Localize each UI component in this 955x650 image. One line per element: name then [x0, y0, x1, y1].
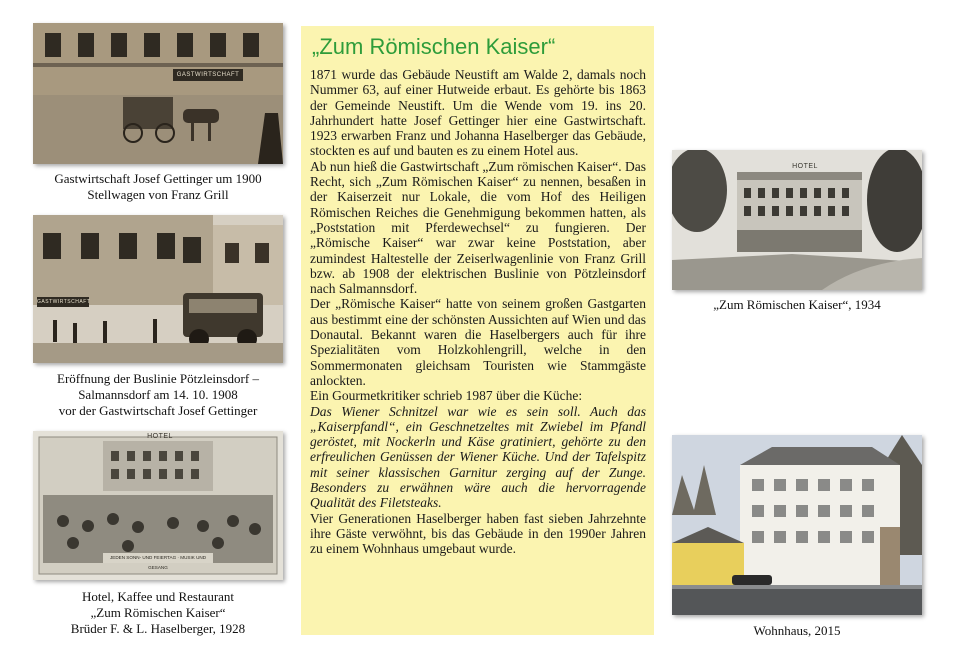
caption-line: Salmannsdorf am 14. 10. 1908: [78, 387, 238, 402]
caption-hotel-1934: [672, 297, 922, 313]
postcard-caption: JEDEN SONN- UND FEIERTAG · MUSIK UND GESANG: [109, 555, 207, 570]
caption-line: „Zum Römischen Kaiser“: [90, 605, 226, 620]
critic-quote: Das Wiener Schnitzel war wie es sein soll. Auch das „Kaiserpfandl“, ein Geschnetzeltes mit Zwiebel im Pfandl geröstet, mit Nockerln und Käse gratiniert, gehörte zu den erfreulichen Genüssen der Wiener Küche. Und der Tafelspitz mit seiner klassischen Garnitur zerging auf der Zunge. Besonders zu erwähnen wäre auch die hervorragende Qualität des Filetsteaks.: [310, 403, 646, 511]
photo-wohnhaus-2015: [672, 435, 922, 615]
photo-wohnhaus-2015-drawing: [672, 435, 922, 615]
photo-buslinie-1908: [33, 215, 283, 363]
panel-title: „Zum Römischen Kaiser“: [312, 34, 556, 59]
caption-hotel-1928: [33, 589, 283, 637]
paragraph-garden: Der „Römische Kaiser“ hatte von seinem großen Gastgarten aus bestimmt eine der schönsten Aussichten auf Wien und das Donautal. Bekannt waren die Haselbergers auch für ihre Spezialitäten vom Holzkohlengrill, welche in den Sommermonaten gleichsam Touristen wie Stammgäste anlockten.: [310, 296, 646, 388]
photo-gastwirtschaft-1900-drawing: [33, 23, 283, 164]
caption-line: Brüder F. & L. Haselberger, 1928: [70, 621, 246, 636]
paragraph-history: 1871 wurde das Gebäude Neustift am Walde 2, damals noch Nummer 63, auf einer Hutweide erbaut. Es gehörte bis 1863 der Gemeinde Neustift. Um die Wende vom 19. ins 20. Jahrhundert hatte Josef Gettinger hier eine Gastwirtschaft. 1923 erwarben Franz und Johanna Haselberger das Gebäude, stockten es auf und bauten es zu einem Hotel aus.: [310, 67, 646, 159]
photo-hotel-1934-drawing: [672, 150, 922, 290]
caption-line: vor der Gastwirtschaft Josef Gettinger: [58, 403, 258, 418]
photo-hotel-1934: [672, 150, 922, 290]
gastwirtschaft-sign: GASTWIRTSCHAFT: [37, 299, 91, 305]
caption-line: „Zum Römischen Kaiser“, 1934: [713, 297, 881, 312]
hotel-sign: HOTEL: [792, 163, 818, 170]
caption-buslinie-1908: [33, 371, 283, 419]
photo-gastwirtschaft-1900: [33, 23, 283, 164]
caption-gastwirtschaft-1900: [33, 171, 283, 203]
paragraph-name: Ab nun hieß die Gastwirtschaft „Zum römischen Kaiser“. Das Recht, sich „Zum Römischen Kaiser“ zu nennen, besaßen in der Kaiserzeit nur Lokale, die vom Hof des Heiligen Römischen Reiches die Genehmigung bekommen hatten, als „Poststation mit Pferdewechsel“ zu fungieren. Der „Römische Kaiser“ war zwar keine Poststation, aber zumindest Haltestelle der Zeiserlwagenlinie von Franz Grill bzw. ab 1908 der elektrischen Buslinie von Pötzleinsdorf nach Salmannsdorf.: [310, 158, 646, 297]
caption-line: Gastwirtschaft Josef Gettinger um 1900: [54, 171, 262, 186]
gastwirtschaft-sign: GASTWIRTSCHAFT: [173, 69, 243, 81]
caption-wohnhaus-2015: [672, 623, 922, 639]
caption-line: Eröffnung der Buslinie Pötzleinsdorf –: [57, 371, 259, 386]
paragraph-critic-intro: Ein Gourmetkritiker schrieb 1987 über die Küche:: [310, 388, 583, 404]
paragraph-closing: Vier Generationen Haselberger haben fast sieben Jahrzehnte ihre Gäste verwöhnt, bis das Gebäude in den 1990er Jahren zu einem Wohnhaus umgebaut wurde.: [310, 510, 646, 557]
photo-buslinie-1908-drawing: [33, 215, 283, 363]
caption-line: Hotel, Kaffee und Restaurant: [81, 589, 235, 604]
hotel-sign: HOTEL: [147, 433, 173, 440]
panel-body: [310, 67, 646, 557]
caption-line: Stellwagen von Franz Grill: [87, 187, 229, 202]
photo-hotel-1928: [33, 431, 283, 580]
caption-line: Wohnhaus, 2015: [753, 623, 841, 638]
